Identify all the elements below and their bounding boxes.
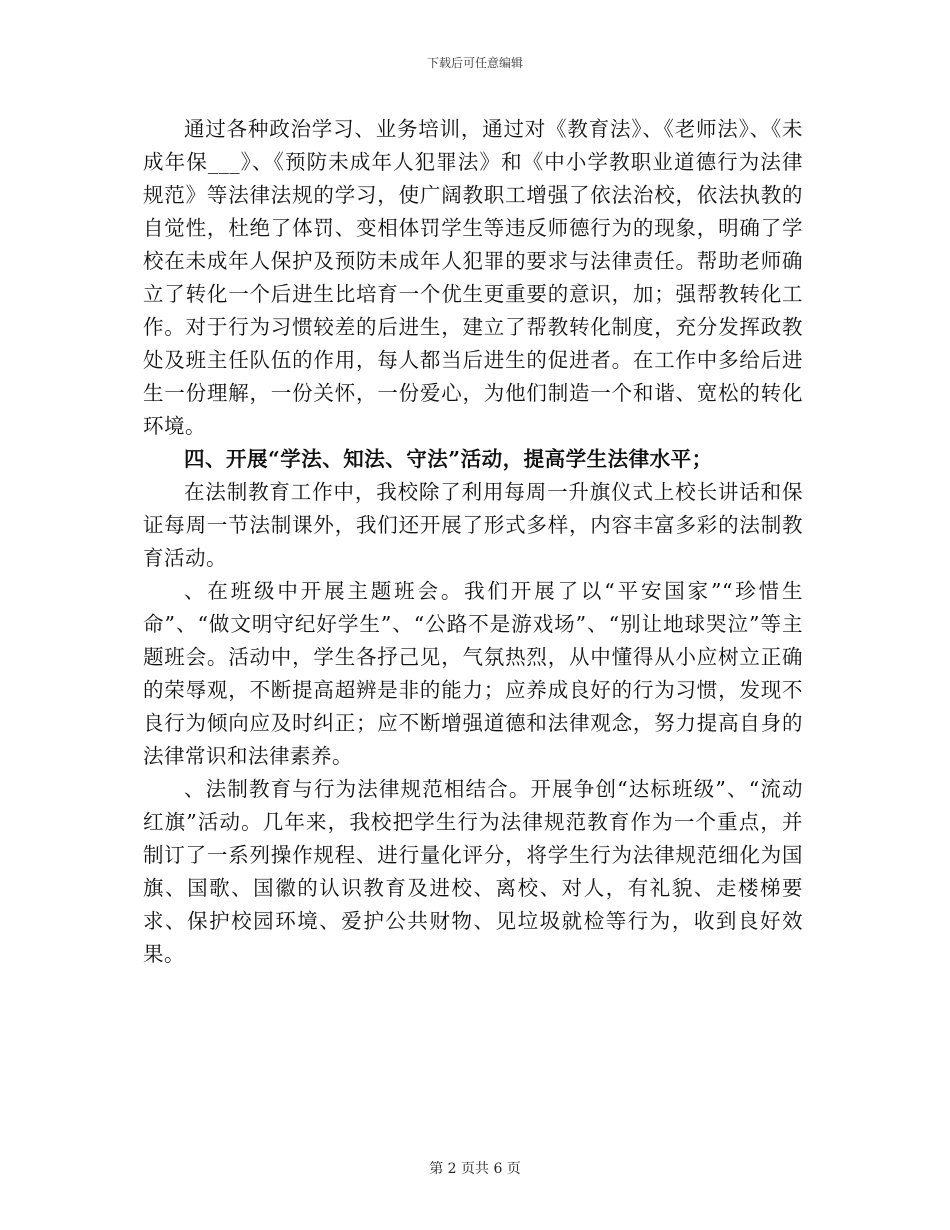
paragraph-legal-education-work: 在法制教育工作中，我校除了利用每周一升旗仪式上校长讲话和保证每周一节法制课外，我们还开展了形式多样，内容丰富多彩的法制教育活动。	[143, 480, 803, 570]
paragraph-theme-class-meeting: 、在班级中开展主题班会。我们开展了以“平安国家”“珍惜生命”、“做文明守纪好学生”、“公路不是游戏场”、“别让地球哭泣”等主题班会。活动中，学生各抒己见，气氛热烈，从中懂得从小应树立正确的荣辱观，不断提高超辨是非的能力；应养成良好的行为习惯，发现不良行为倾向应及时纠正；应不断增强道德和法律观念，努力提高自身的法律常识和法律素养。	[143, 579, 803, 768]
section-heading-four: 四、开展“学法、知法、守法”活动，提高学生法律水平；	[184, 447, 713, 471]
page-footer: 第 2 页共 6 页	[429, 1161, 521, 1177]
paragraph-legal-study: 通过各种政治学习、业务培训，通过对《教育法》、《老师法》、《未成年保___》、《预防未成年人犯罪法》和《中小学教职业道德行为法律规范》等法律法规的学习，使广阔教职工增强了依法治校，依法执教的自觉性，杜绝了体罚、变相体罚学生等违反师德行为的现象，明确了学校在未成年人保护及预防未成年人犯罪的要求与法律责任。帮助老师确立了转化一个后进生比培育一个优生更重要的意识，加；强帮教转化工作。对于行为习惯较差的后进生，建立了帮教转化制度，充分发挥政教处及班主任队伍的作用，每人都当后进生的促进者。在工作中多给后进生一份理解，一份关怀，一份爱心，为他们制造一个和谐、宽松的转化环境。	[143, 117, 803, 438]
paragraph-behavior-norms: 、法制教育与行为法律规范相结合。开展争创“达标班级”、“流动红旗”活动。几年来，我校把学生行为法律规范教育作为一个重点，并制订了一系列操作规程、进行量化评分，将学生行为法律规范细化为国旗、国歌、国徽的认识教育及进校、离校、对人，有礼貌、走楼梯要求、保护校园环境、爱护公共财物、见垃圾就检等行为，收到良好效果。	[143, 777, 803, 966]
page-header: 下载后可任意编辑	[426, 56, 523, 70]
document-body	[143, 113, 803, 971]
